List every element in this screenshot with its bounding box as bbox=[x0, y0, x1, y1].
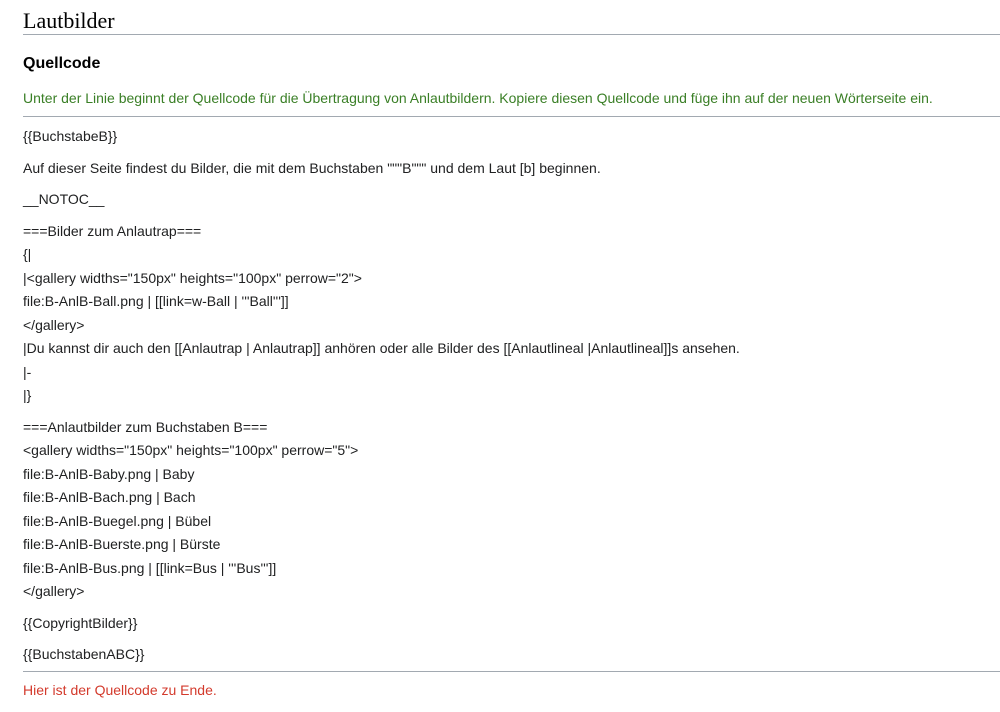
code-block bbox=[23, 125, 1000, 149]
code-line: |<gallery widths="150px" heights="100px" perrow="2"> bbox=[23, 269, 362, 286]
code-line: <gallery widths="150px" heights="100px" perrow="5"> bbox=[23, 442, 359, 458]
code-line: __NOTOC__ bbox=[23, 191, 105, 207]
code-line: {{CopyrightBilder}} bbox=[23, 614, 138, 631]
code-line: |Du kannst dir auch den [[Anlautrap | Anlautrap]] anhören oder alle Bilder des [[Anlautlineal |Anlautlineal]]s ansehen. bbox=[23, 340, 740, 356]
intro-text: Unter der Linie beginnt der Quellcode für die Übertragung von Anlautbildern. Kopiere diesen Quellcode und füge ihn auf der neuen Wörterseite ein. bbox=[23, 90, 933, 106]
code-line: file:B-AnlB-Bus.png | [[link=Bus | '''Bus''']] bbox=[23, 559, 277, 576]
source-code-block bbox=[23, 125, 1000, 667]
code-line: file:B-AnlB-Buegel.png | Bübel bbox=[23, 512, 212, 529]
code-line: {{BuchstabeB}} bbox=[23, 128, 118, 144]
code-block bbox=[23, 612, 1000, 636]
code-line: </gallery> bbox=[23, 583, 85, 599]
code-block bbox=[23, 220, 1000, 408]
code-line: file:B-AnlB-Buerste.png | Bürste bbox=[23, 536, 221, 552]
page-title: Lautbilder bbox=[23, 0, 1000, 35]
code-line: |- bbox=[23, 363, 32, 380]
code-block bbox=[23, 157, 1000, 181]
code-line: Auf dieser Seite findest du Bilder, die mit dem Buchstaben """B""" und dem Laut [b] beginnen. bbox=[23, 159, 601, 176]
code-line: file:B-AnlB-Baby.png | Baby bbox=[23, 465, 195, 482]
divider-bottom bbox=[23, 671, 1000, 672]
code-block bbox=[23, 416, 1000, 604]
code-line: ===Bilder zum Anlautrap=== bbox=[23, 222, 202, 239]
divider-top bbox=[23, 116, 1000, 117]
code-line: </gallery> bbox=[23, 316, 85, 333]
code-line: file:B-AnlB-Bach.png | Bach bbox=[23, 489, 196, 505]
code-block bbox=[23, 643, 1000, 667]
code-line: ===Anlautbilder zum Buchstaben B=== bbox=[23, 418, 268, 435]
code-line: |} bbox=[23, 387, 32, 403]
code-line: {| bbox=[23, 246, 32, 262]
code-line: file:B-AnlB-Ball.png | [[link=w-Ball | '''Ball''']] bbox=[23, 293, 289, 309]
outro-text: Hier ist der Quellcode zu Ende. bbox=[23, 682, 217, 698]
code-block bbox=[23, 188, 1000, 212]
code-line: {{BuchstabenABC}} bbox=[23, 646, 145, 662]
page-content bbox=[23, 0, 1000, 698]
section-heading-quellcode: Quellcode bbox=[23, 55, 101, 72]
